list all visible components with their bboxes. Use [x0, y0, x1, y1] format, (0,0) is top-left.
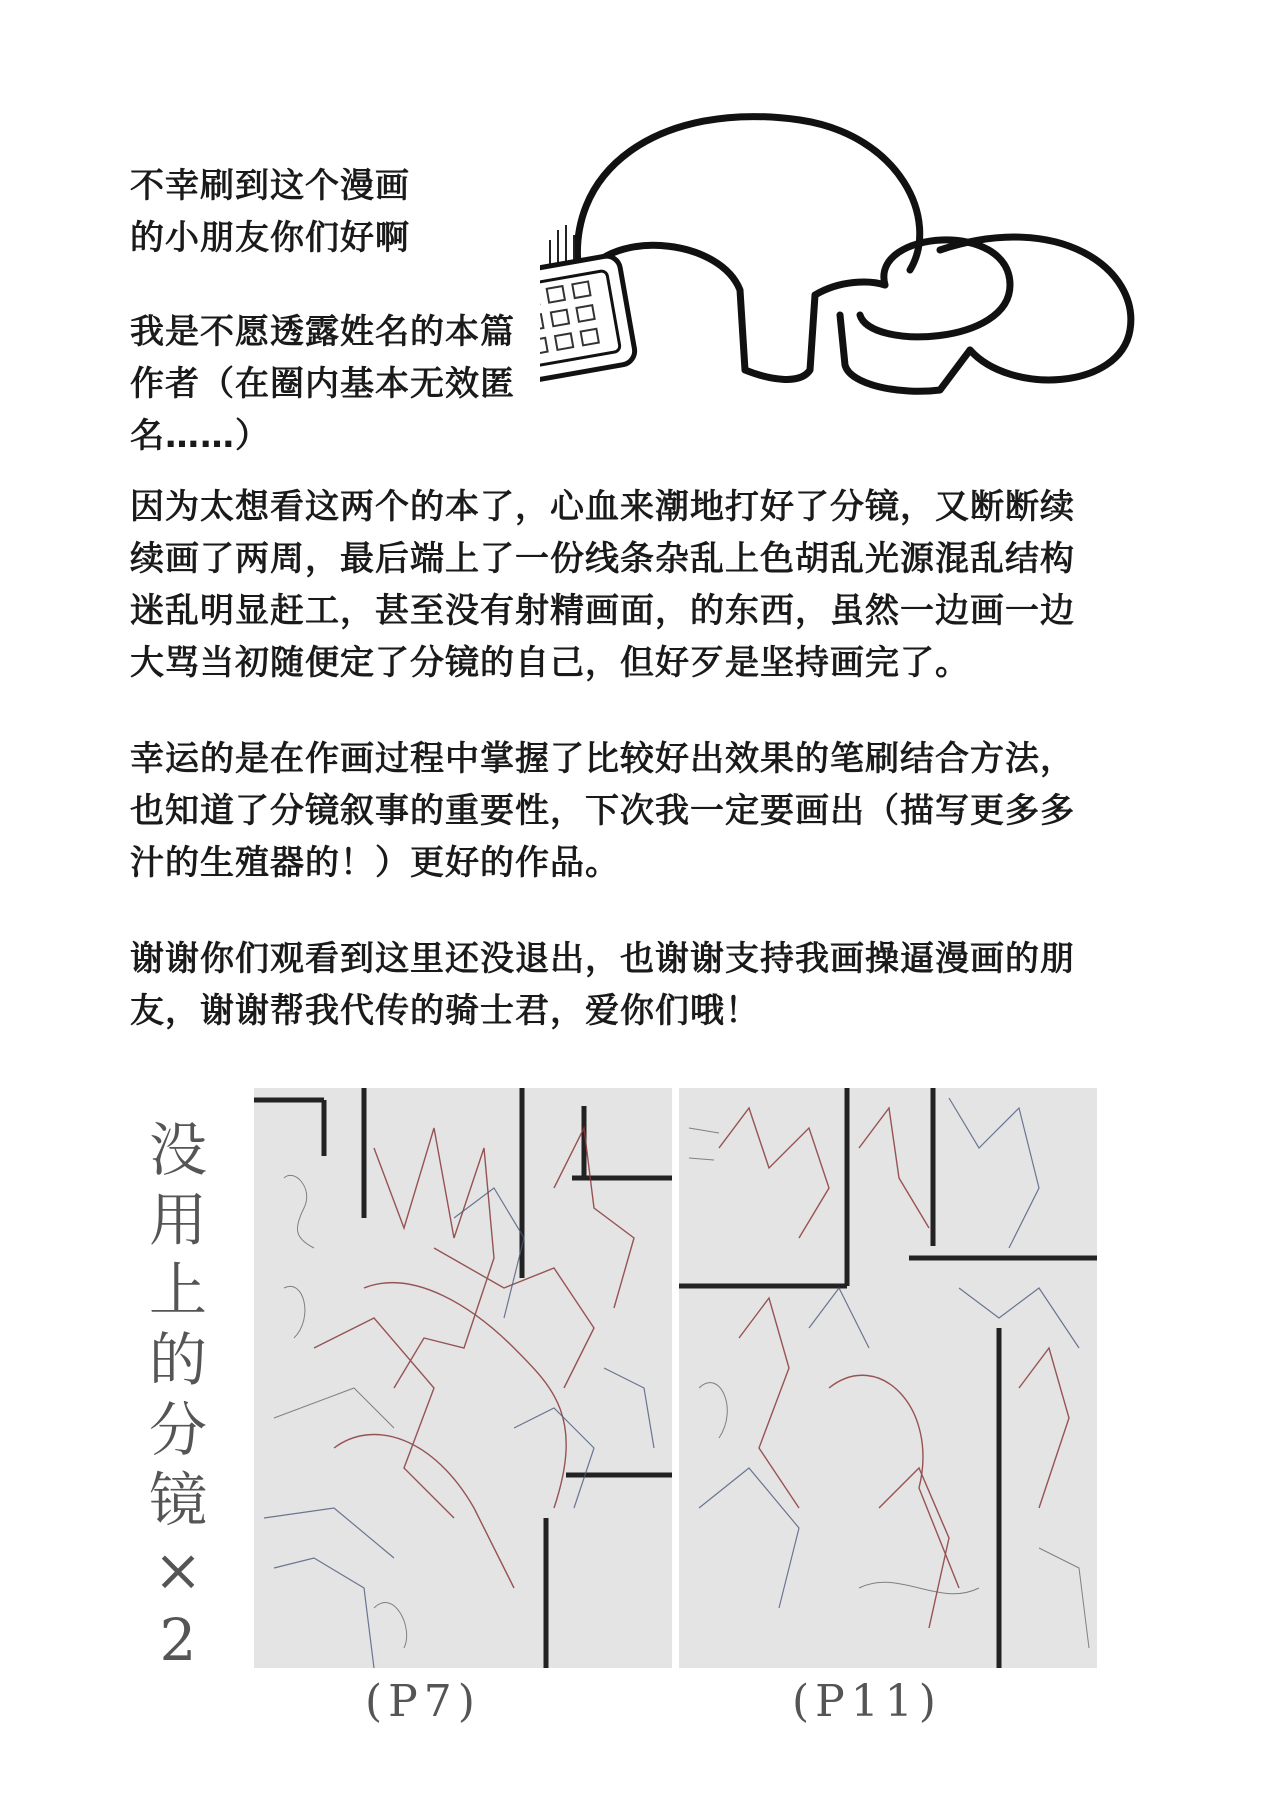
handwritten-note-char: 分 — [148, 1396, 207, 1464]
bowing-figure-illustration — [540, 110, 1180, 430]
handwritten-note-char: 上 — [148, 1256, 207, 1324]
storyboard-sketch-p7 — [254, 1088, 672, 1668]
greeting-text: 不幸刷到这个漫画 的小朋友你们好啊 — [130, 166, 410, 258]
handwritten-note-char: × — [153, 1536, 203, 1604]
author-intro-text: 我是不愿透露姓名的本篇 作者（在圈内基本无效匿 名……） — [130, 312, 515, 456]
handwritten-note-char: 用 — [148, 1186, 207, 1254]
paragraph-3: 谢谢你们观看到这里还没退出，也谢谢支持我画操逼漫画的朋 友，谢谢帮我代传的骑士君，爱你们哦！ — [130, 939, 1075, 1031]
handwritten-note — [138, 1115, 218, 1675]
storyboard-sketch-p11 — [679, 1088, 1097, 1668]
handwritten-note-char: 镜 — [148, 1466, 207, 1534]
page-label-p11: (P11) — [792, 1676, 942, 1727]
paragraph-1: 因为太想看这两个的本了，心血来潮地打好了分镜，又断断续 续画了两周，最后端上了一份线条杂乱上色胡乱光源混乱结构 迷乱明显赶工，甚至没有射精画面，的东西，虽然一边画一边 大骂当初随便定了分镜的自己，但好歹是坚持画完了。 — [130, 487, 1075, 683]
page-label-p7: (P7) — [365, 1676, 481, 1727]
handwritten-note-char: 的 — [148, 1326, 207, 1394]
handwritten-note-char: 没 — [148, 1116, 207, 1184]
handwritten-note-char: 2 — [159, 1606, 197, 1674]
paragraph-2: 幸运的是在作画过程中掌握了比较好出效果的笔刷结合方法， 也知道了分镜叙事的重要性，下次我一定要画出（描写更多多 汁的生殖器的！）更好的作品。 — [130, 739, 1075, 883]
